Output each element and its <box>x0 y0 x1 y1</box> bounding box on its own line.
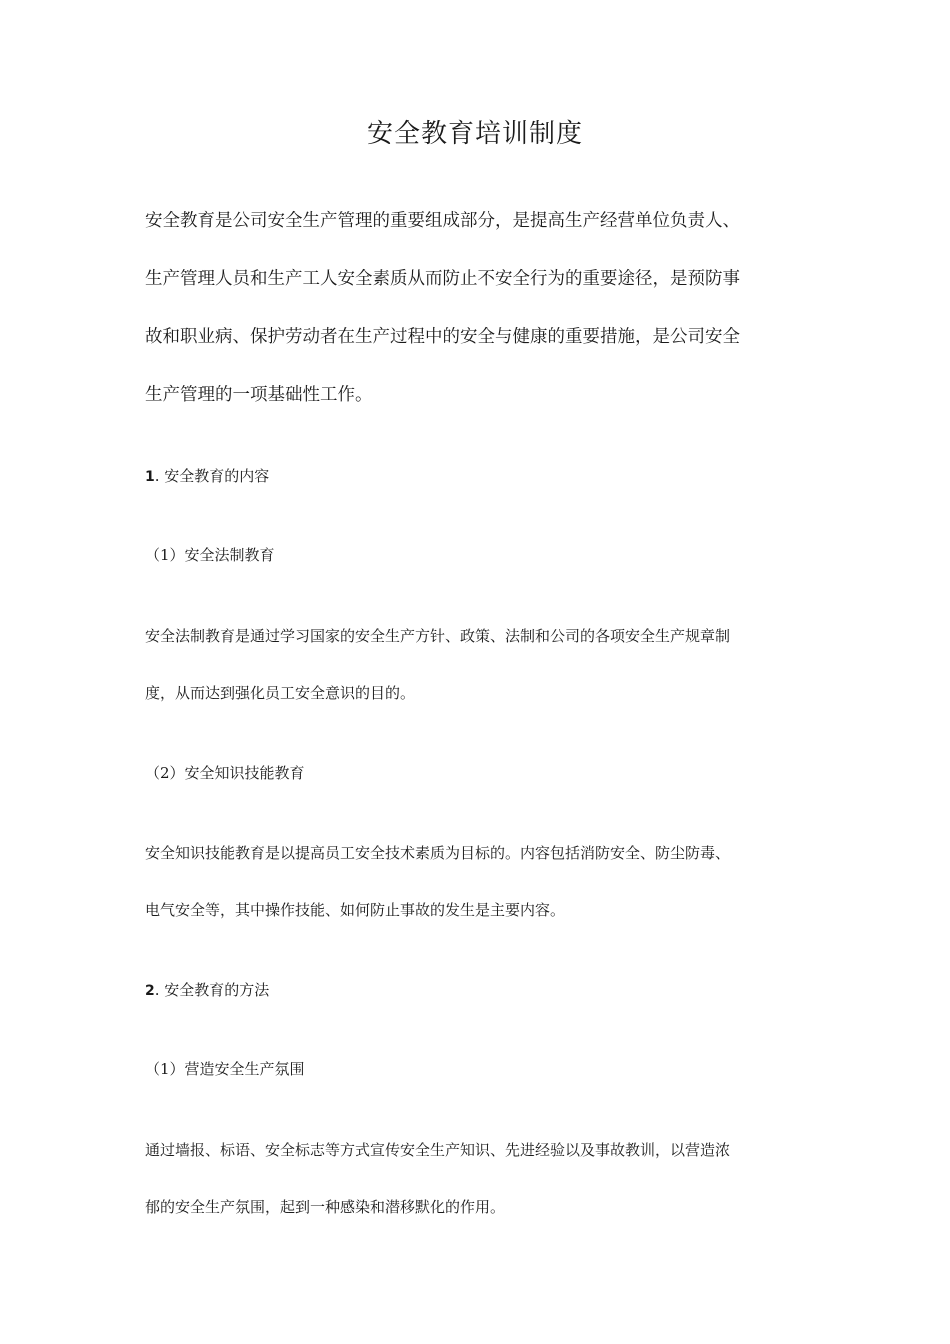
section-heading-text: . 安全教育的方法 <box>154 981 270 999</box>
subsection-heading-text: 安全法制教育 <box>184 546 275 564</box>
paragraph-line: 安全知识技能教育是以提高员工安全技术素质为目标的。内容包括消防安全、防尘防毒、 <box>145 844 731 862</box>
intro-line: 故和职业病、保护劳动者在生产过程中的安全与健康的重要措施，是公司安全 <box>145 327 740 347</box>
subsection-paragraph-1-2 <box>145 825 815 939</box>
intro-line: 生产管理的一项基础性工作。 <box>145 385 373 405</box>
paragraph-line: 郁的安全生产氛围，起到一种感染和潜移默化的作用。 <box>145 1198 506 1216</box>
subsection-heading-1-1 <box>145 543 275 567</box>
section-heading-2 <box>145 978 269 1003</box>
subsection-heading-2-1 <box>145 1057 305 1081</box>
section-heading-1 <box>145 464 269 489</box>
subsection-heading-text: 营造安全生产氛围 <box>184 1060 305 1078</box>
document-title: 安全教育培训制度 <box>366 119 583 149</box>
paragraph-line: 度，从而达到强化员工安全意识的目的。 <box>145 684 416 702</box>
paragraph-line: 通过墙报、标语、安全标志等方式宣传安全生产知识、先进经验以及事故教训，以营造浓 <box>145 1141 731 1159</box>
subsection-number: （1） <box>145 1060 185 1078</box>
intro-paragraph <box>145 192 815 424</box>
intro-line: 安全教育是公司安全生产管理的重要组成部分，是提高生产经营单位负责人、 <box>145 211 740 231</box>
section-number: 1 <box>145 469 155 485</box>
section-number: 2 <box>145 983 155 999</box>
paragraph-line: 电气安全等，其中操作技能、如何防止事故的发生是主要内容。 <box>145 901 566 919</box>
intro-line: 生产管理人员和生产工人安全素质从而防止不安全行为的重要途径，是预防事 <box>145 269 740 289</box>
subsection-paragraph-2-1 <box>145 1122 815 1236</box>
subsection-heading-text: 安全知识技能教育 <box>184 764 305 782</box>
subsection-number: （2） <box>145 764 185 782</box>
section-heading-text: . 安全教育的内容 <box>154 467 270 485</box>
paragraph-line: 安全法制教育是通过学习国家的安全生产方针、政策、法制和公司的各项安全生产规章制 <box>145 627 731 645</box>
subsection-heading-1-2 <box>145 761 305 785</box>
subsection-paragraph-1-1 <box>145 608 815 722</box>
subsection-number: （1） <box>145 546 185 564</box>
